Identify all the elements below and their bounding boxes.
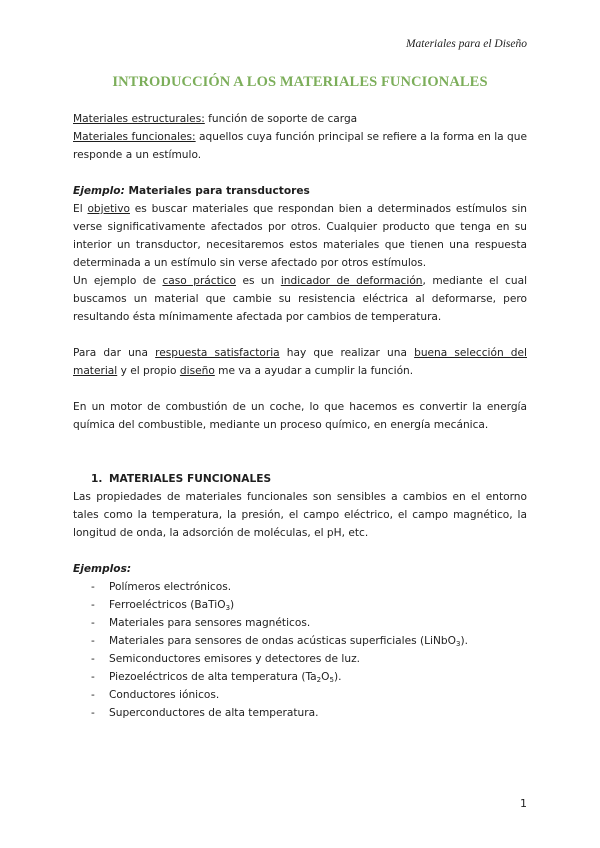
dash-bullet: - xyxy=(91,689,95,701)
running-header: Materiales para el Diseño xyxy=(405,38,527,50)
underlined-diseno: diseño xyxy=(179,365,215,377)
list-item xyxy=(73,596,527,614)
list-item xyxy=(73,614,527,632)
structural-term: Materiales estructurales: xyxy=(73,113,205,125)
item-text: Superconductores de alta temperatura. xyxy=(109,707,319,719)
underlined-seleccion: buena selección del material xyxy=(73,347,527,377)
engine-paragraph: En un motor de combustión de un coche, lo que hacemos es convertir la energía química del combustible, mediante un proceso químico, en energía mecánica. xyxy=(73,401,527,431)
dash-bullet: - xyxy=(91,653,95,665)
text-run: y el propio xyxy=(117,365,180,377)
text-run: , mediante el cual buscamos un material que cambie su resistencia eléctrica al deformarse, pero resultando ésta mínimamente afectada por cambios de temperatura. xyxy=(73,275,528,323)
subscript: 2 xyxy=(316,676,322,684)
functional-term: Materiales funcionales: xyxy=(73,131,196,143)
document-body xyxy=(73,110,527,722)
item-text: ) xyxy=(230,599,235,611)
text-run: es buscar materiales que respondan bien a determinados estímulos sin verse significativamente afectados por otros. Cualquier producto que tenga en su interior un transductor, necesitaremos estos materiales que tienen una respuesta determinada a un estímulo sin verse afectado por otros estímulos. xyxy=(73,203,527,269)
dash-bullet: - xyxy=(91,635,95,647)
page-title: INTRODUCCIÓN A LOS MATERIALES FUNCIONALES xyxy=(112,74,488,90)
item-text: O xyxy=(321,671,330,683)
subscript: 3 xyxy=(225,604,231,612)
structural-desc: función de soporte de carga xyxy=(204,113,358,125)
text-run: me va a ayudar a cumplir la función. xyxy=(214,365,414,377)
item-text: ). xyxy=(333,671,342,683)
dash-bullet: - xyxy=(91,581,95,593)
item-text: Piezoeléctricos de alta temperatura (Ta xyxy=(109,671,317,683)
example-heading-text: Materiales para transductores xyxy=(124,185,310,197)
dash-bullet: - xyxy=(91,599,95,611)
section-title: MATERIALES FUNCIONALES xyxy=(109,473,272,485)
example-label: Ejemplo: xyxy=(73,185,125,197)
example-paragraph-1 xyxy=(73,200,527,272)
section-heading xyxy=(73,470,527,488)
section-number: 1. xyxy=(91,473,103,485)
examples-heading xyxy=(73,560,527,578)
functional-desc: aquellos cuya función principal se refiere a la forma en la que responde a un estímulo. xyxy=(73,131,527,161)
list-item xyxy=(73,668,527,686)
subscript: 3 xyxy=(456,640,461,648)
list-item xyxy=(73,578,527,596)
underlined-objetivo: objetivo xyxy=(87,203,130,215)
dash-bullet: - xyxy=(91,707,95,719)
list-item xyxy=(73,686,527,704)
examples-label: Ejemplos: xyxy=(73,563,132,575)
example-paragraph-2 xyxy=(73,272,527,326)
text-run: Un ejemplo de xyxy=(73,275,163,287)
dash-bullet: - xyxy=(91,671,95,683)
item-text: Conductores iónicos. xyxy=(109,689,220,701)
text-run: es un xyxy=(236,275,281,287)
response-paragraph xyxy=(73,344,527,380)
item-text: Semiconductores emisores y detectores de luz. xyxy=(109,653,360,665)
item-text: Polímeros electrónicos. xyxy=(109,581,232,593)
list-item xyxy=(73,632,527,650)
subscript: 5 xyxy=(329,676,334,684)
underlined-respuesta: respuesta satisfactoria xyxy=(155,347,280,359)
underlined-indicador: indicador de deformación xyxy=(280,275,423,287)
examples-list xyxy=(73,578,527,722)
item-text: Ferroeléctricos (BaTiO xyxy=(109,599,226,611)
text-run: hay que realizar una xyxy=(279,347,415,359)
example-heading xyxy=(73,182,527,200)
item-text: ). xyxy=(460,635,468,647)
text-run: Para dar una xyxy=(73,347,156,359)
functional-definition xyxy=(73,128,527,164)
item-text: Materiales para sensores de ondas acústicas superficiales (LiNbO xyxy=(109,635,456,647)
structural-definition xyxy=(73,110,527,128)
section-body: Las propiedades de materiales funcionales son sensibles a cambios en el entorno tales como la temperatura, la presión, el campo eléctrico, el campo magnético, la longitud de onda, la adsorción de moléculas, el pH, etc. xyxy=(73,491,527,539)
item-text: Materiales para sensores magnéticos. xyxy=(109,617,311,629)
dash-bullet: - xyxy=(91,617,95,629)
list-item xyxy=(73,650,527,668)
page-number: 1 xyxy=(520,797,527,810)
list-item xyxy=(73,704,527,722)
text-run: El xyxy=(73,203,88,215)
underlined-caso-practico: caso práctico xyxy=(162,275,237,287)
